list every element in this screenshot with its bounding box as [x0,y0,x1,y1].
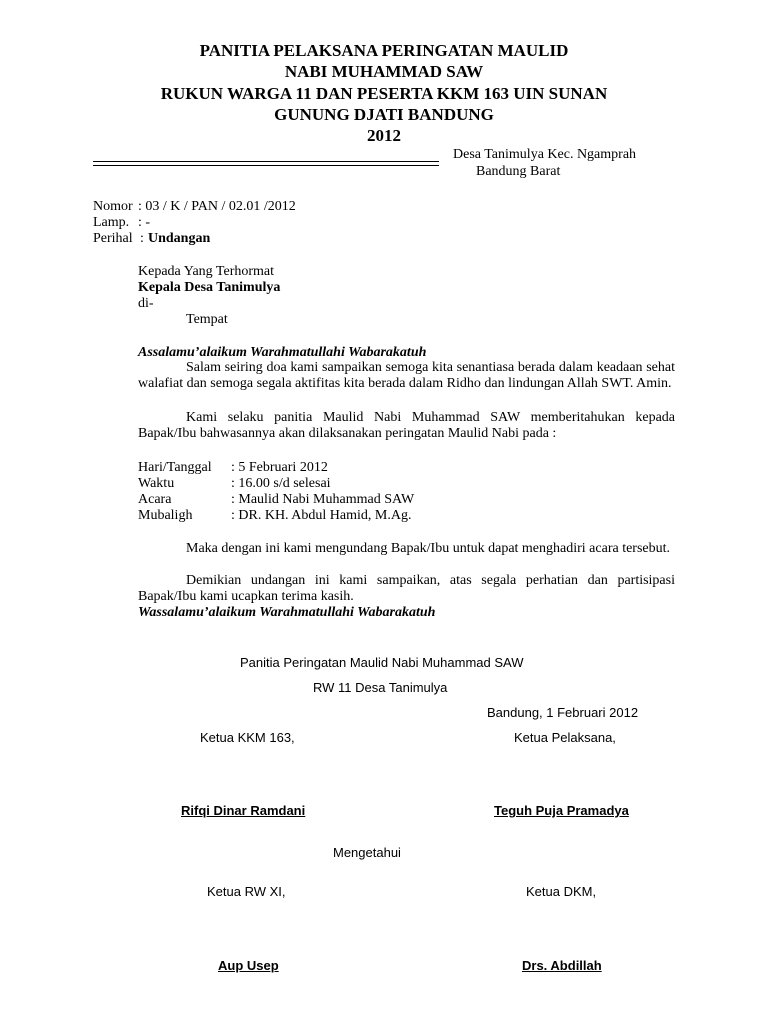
salutation: Assalamu’alaikum Warahmatullahi Wabarakatuh [138,345,427,360]
left-signatory-title: Ketua KKM 163, [200,730,295,745]
recipient-line-1: Kepada Yang Terhormat [138,264,275,279]
committee-line-2: RW 11 Desa Tanimulya [313,680,448,695]
perihal-label: Perihal [93,231,133,246]
detail-label-time: Waktu [138,476,175,491]
closing-salutation: Wassalamu’alaikum Warahmatullahi Wabarakatuh [138,605,436,620]
left-signatory-name-2: Aup Usep [218,958,279,973]
detail-label-date: Hari/Tanggal [138,460,212,475]
address-line-2: Bandung Barat [476,164,561,179]
header-rule-top [93,161,439,162]
address-line-1: Desa Tanimulya Kec. Ngamprah [453,147,637,162]
perihal-value: Undangan [148,231,211,246]
paragraph-invitation: Maka dengan ini kami mengundang Bapak/Ibu untuk dapat menghadiri acara tersebut. [186,541,671,556]
acknowledge-label: Mengetahui [333,845,401,860]
nomor-value: : 03 / K / PAN / 02.01 /2012 [138,199,296,214]
recipient-di: di- [138,296,154,311]
detail-value-date: : 5 Februari 2012 [231,460,328,475]
right-signatory-name-2: Drs. Abdillah [522,958,602,973]
header-rule-bottom [93,165,439,166]
right-signatory-title: Ketua Pelaksana, [514,730,616,745]
committee-line-1: Panitia Peringatan Maulid Nabi Muhammad SAW [240,655,524,670]
left-signatory-title-2: Ketua RW XI, [207,884,286,899]
detail-value-event: : Maulid Nabi Muhammad SAW [231,492,415,507]
perihal-colon: : [140,231,144,246]
left-signatory-name: Rifqi Dinar Ramdani [181,803,306,818]
header-year: 2012 [367,126,401,145]
paragraph-greeting: Salam seiring doa kami sampaikan semoga kita senantiasa berada dalam keadaan sehat walafiat dan semoga segala aktifitas kita berada dalam Ridho dan lindungan Allah SWT. Amin. [138,360,675,391]
header-line-1: PANITIA PELAKSANA PERINGATAN MAULID [199,41,569,60]
lamp-label: Lamp. [93,215,130,230]
detail-label-event: Acara [138,492,172,507]
header-line-4: GUNUNG DJATI BANDUNG [274,105,494,124]
detail-label-preacher: Mubaligh [138,508,193,523]
header-line-2: NABI MUHAMMAD SAW [284,62,484,81]
nomor-label: Nomor [93,199,133,214]
paragraph-thanks: Demikian undangan ini kami sampaikan, atas segala perhatian dan partisipasi Bapak/Ibu kami ucapkan terima kasih. [138,573,675,604]
right-signatory-name: Teguh Puja Pramadya [494,803,629,818]
paragraph-announcement: Kami selaku panitia Maulid Nabi Muhammad SAW memberitahukan kepada Bapak/Ibu bahwasannya akan dilaksanakan peringatan Maulid Nabi pada : [138,410,675,441]
detail-value-preacher: : DR. KH. Abdul Hamid, M.Ag. [231,508,412,523]
signature-date: Bandung, 1 Februari 2012 [487,705,639,720]
recipient-tempat: Tempat [186,312,228,327]
right-signatory-title-2: Ketua DKM, [526,884,597,899]
recipient-name: Kepala Desa Tanimulya [138,280,281,295]
lamp-value: : - [138,215,151,230]
header-line-3: RUKUN WARGA 11 DAN PESERTA KKM 163 UIN SUNAN [160,84,608,103]
detail-value-time: : 16.00 s/d selesai [231,476,331,491]
